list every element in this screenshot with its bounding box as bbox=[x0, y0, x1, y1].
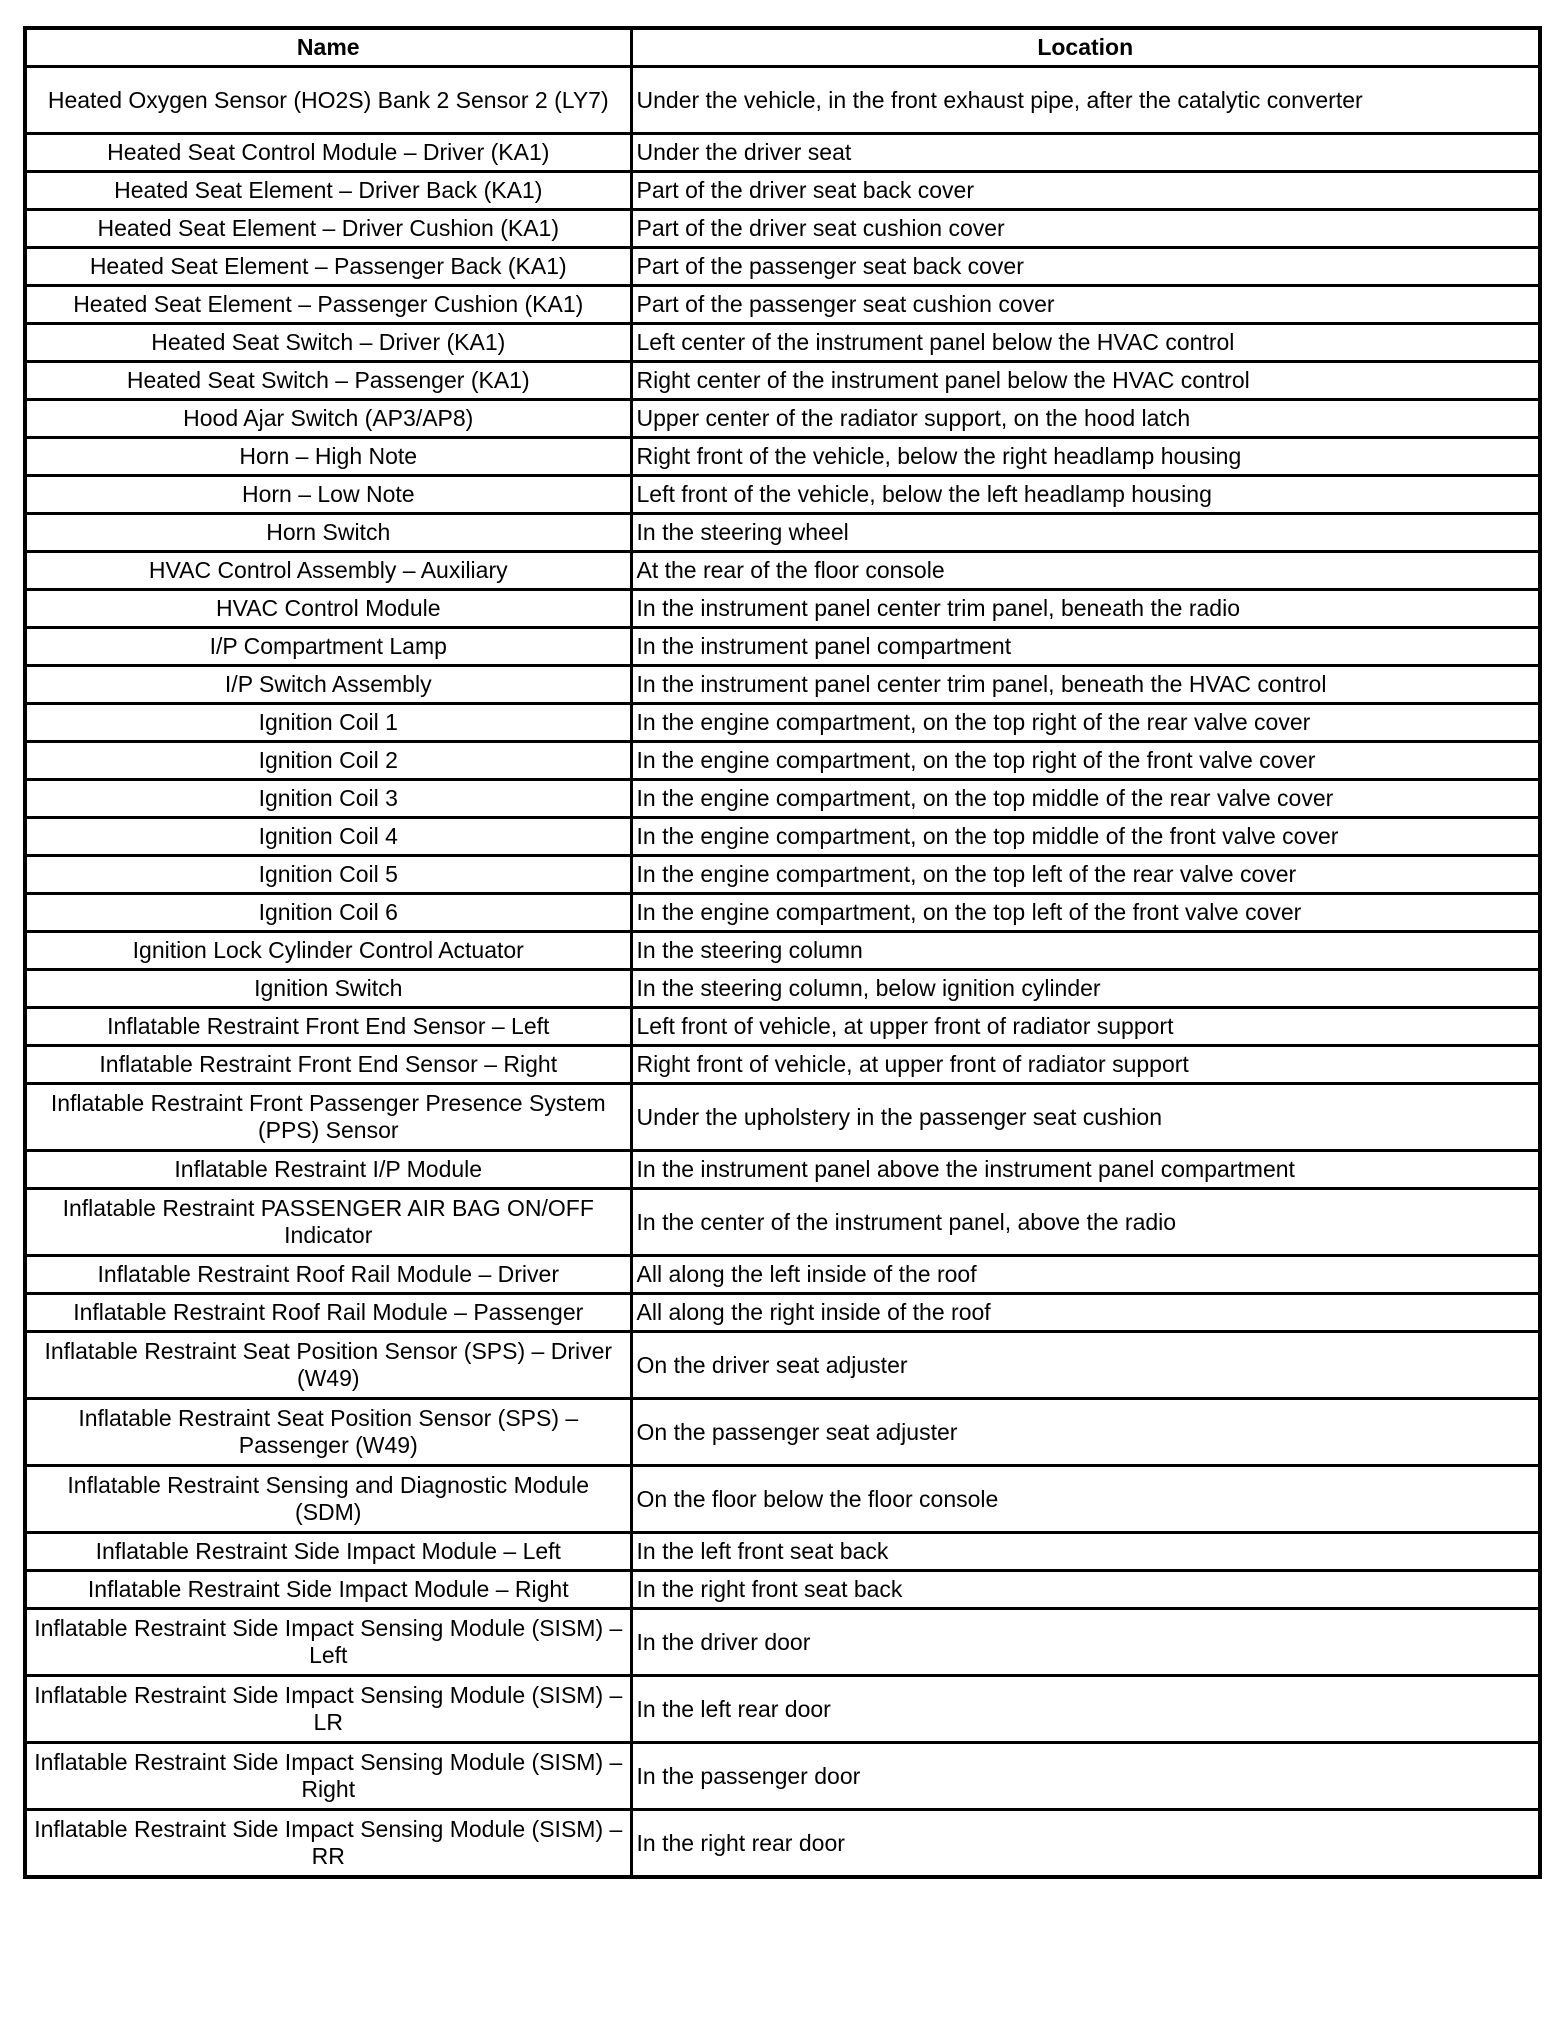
table-row bbox=[25, 780, 1540, 818]
table-row bbox=[25, 590, 1540, 628]
table-row bbox=[25, 742, 1540, 780]
table-row bbox=[25, 1571, 1540, 1609]
component-location-cell: Left front of the vehicle, below the left headlamp housing bbox=[631, 476, 1540, 514]
component-name-cell: I/P Compartment Lamp bbox=[25, 628, 631, 666]
table-row bbox=[25, 514, 1540, 552]
component-name-cell: Inflatable Restraint Front Passenger Presence System (PPS) Sensor bbox=[25, 1084, 631, 1151]
component-location-cell: Right front of vehicle, at upper front of radiator support bbox=[631, 1046, 1540, 1084]
table-row bbox=[25, 970, 1540, 1008]
component-name-cell: HVAC Control Assembly – Auxiliary bbox=[25, 552, 631, 590]
component-name-cell: Inflatable Restraint Side Impact Sensing Module (SISM) – RR bbox=[25, 1810, 631, 1878]
component-name-cell: Heated Seat Switch – Passenger (KA1) bbox=[25, 362, 631, 400]
component-name-cell: Inflatable Restraint Side Impact Sensing Module (SISM) – LR bbox=[25, 1676, 631, 1743]
component-location-cell: In the engine compartment, on the top left of the rear valve cover bbox=[631, 856, 1540, 894]
table-row bbox=[25, 1332, 1540, 1399]
table-row bbox=[25, 552, 1540, 590]
component-location-cell: In the passenger door bbox=[631, 1743, 1540, 1810]
table-row bbox=[25, 856, 1540, 894]
component-location-cell: In the instrument panel above the instrument panel compartment bbox=[631, 1151, 1540, 1189]
component-name-cell: HVAC Control Module bbox=[25, 590, 631, 628]
component-name-cell: Inflatable Restraint Sensing and Diagnostic Module (SDM) bbox=[25, 1466, 631, 1533]
table-row bbox=[25, 932, 1540, 970]
table-row bbox=[25, 476, 1540, 514]
component-location-cell: In the instrument panel center trim panel, beneath the HVAC control bbox=[631, 666, 1540, 704]
component-location-cell: Part of the driver seat cushion cover bbox=[631, 210, 1540, 248]
component-name-cell: Heated Seat Control Module – Driver (KA1) bbox=[25, 134, 631, 172]
component-name-cell: Inflatable Restraint Side Impact Module – Right bbox=[25, 1571, 631, 1609]
component-name-cell: Inflatable Restraint Roof Rail Module – Driver bbox=[25, 1256, 631, 1294]
table-row bbox=[25, 438, 1540, 476]
component-location-cell: In the engine compartment, on the top right of the front valve cover bbox=[631, 742, 1540, 780]
component-name-cell: Ignition Coil 2 bbox=[25, 742, 631, 780]
component-name-cell: Horn – Low Note bbox=[25, 476, 631, 514]
component-name-cell: Inflatable Restraint Roof Rail Module – Passenger bbox=[25, 1294, 631, 1332]
component-location-cell: In the left rear door bbox=[631, 1676, 1540, 1743]
component-location-cell: Under the vehicle, in the front exhaust pipe, after the catalytic converter bbox=[631, 67, 1540, 134]
component-location-cell: Right center of the instrument panel below the HVAC control bbox=[631, 362, 1540, 400]
component-name-cell: Inflatable Restraint Seat Position Sensor (SPS) – Passenger (W49) bbox=[25, 1399, 631, 1466]
component-location-cell: In the right front seat back bbox=[631, 1571, 1540, 1609]
table-row bbox=[25, 1810, 1540, 1878]
component-location-cell: In the right rear door bbox=[631, 1810, 1540, 1878]
table-row bbox=[25, 1084, 1540, 1151]
header-location: Location bbox=[631, 28, 1540, 67]
component-location-cell: In the steering column bbox=[631, 932, 1540, 970]
component-location-cell: All along the right inside of the roof bbox=[631, 1294, 1540, 1332]
table-row bbox=[25, 894, 1540, 932]
component-name-cell: Ignition Coil 3 bbox=[25, 780, 631, 818]
component-location-cell: On the driver seat adjuster bbox=[631, 1332, 1540, 1399]
table-row bbox=[25, 666, 1540, 704]
component-location-cell: In the engine compartment, on the top left of the front valve cover bbox=[631, 894, 1540, 932]
table-row bbox=[25, 1256, 1540, 1294]
component-location-cell: Part of the passenger seat back cover bbox=[631, 248, 1540, 286]
component-name-cell: Hood Ajar Switch (AP3/AP8) bbox=[25, 400, 631, 438]
table-row bbox=[25, 1399, 1540, 1466]
component-location-cell: On the passenger seat adjuster bbox=[631, 1399, 1540, 1466]
component-name-cell: Heated Oxygen Sensor (HO2S) Bank 2 Sensor 2 (LY7) bbox=[25, 67, 631, 134]
table-row bbox=[25, 286, 1540, 324]
table-row bbox=[25, 1466, 1540, 1533]
table-row bbox=[25, 67, 1540, 134]
component-location-cell: In the steering wheel bbox=[631, 514, 1540, 552]
component-location-cell: In the instrument panel center trim panel, beneath the radio bbox=[631, 590, 1540, 628]
component-name-cell: Inflatable Restraint PASSENGER AIR BAG ON/OFF Indicator bbox=[25, 1189, 631, 1256]
table-row bbox=[25, 1008, 1540, 1046]
component-name-cell: Inflatable Restraint Side Impact Sensing Module (SISM) – Left bbox=[25, 1609, 631, 1676]
component-name-cell: Inflatable Restraint Seat Position Sensor (SPS) – Driver (W49) bbox=[25, 1332, 631, 1399]
table-row bbox=[25, 324, 1540, 362]
component-name-cell: Horn – High Note bbox=[25, 438, 631, 476]
component-name-cell: Heated Seat Element – Passenger Back (KA1) bbox=[25, 248, 631, 286]
component-location-cell: Part of the driver seat back cover bbox=[631, 172, 1540, 210]
component-name-cell: Inflatable Restraint I/P Module bbox=[25, 1151, 631, 1189]
component-location-cell: At the rear of the floor console bbox=[631, 552, 1540, 590]
header-name: Name bbox=[25, 28, 631, 67]
component-location-cell: Under the driver seat bbox=[631, 134, 1540, 172]
component-location-cell: Left center of the instrument panel below the HVAC control bbox=[631, 324, 1540, 362]
component-name-cell: Ignition Lock Cylinder Control Actuator bbox=[25, 932, 631, 970]
component-location-cell: In the steering column, below ignition cylinder bbox=[631, 970, 1540, 1008]
component-location-cell: In the engine compartment, on the top middle of the rear valve cover bbox=[631, 780, 1540, 818]
component-location-cell: Left front of vehicle, at upper front of radiator support bbox=[631, 1008, 1540, 1046]
component-name-cell: Inflatable Restraint Side Impact Sensing Module (SISM) – Right bbox=[25, 1743, 631, 1810]
component-name-cell: Ignition Coil 5 bbox=[25, 856, 631, 894]
component-name-cell: Inflatable Restraint Side Impact Module – Left bbox=[25, 1533, 631, 1571]
component-name-cell: Ignition Coil 4 bbox=[25, 818, 631, 856]
component-name-cell: Inflatable Restraint Front End Sensor – Left bbox=[25, 1008, 631, 1046]
component-name-cell: Heated Seat Switch – Driver (KA1) bbox=[25, 324, 631, 362]
component-name-cell: Ignition Coil 6 bbox=[25, 894, 631, 932]
table-row bbox=[25, 818, 1540, 856]
component-location-cell: In the center of the instrument panel, above the radio bbox=[631, 1189, 1540, 1256]
table-row bbox=[25, 628, 1540, 666]
table-row bbox=[25, 1046, 1540, 1084]
component-location-cell: Under the upholstery in the passenger seat cushion bbox=[631, 1084, 1540, 1151]
component-name-cell: Inflatable Restraint Front End Sensor – Right bbox=[25, 1046, 631, 1084]
table-row bbox=[25, 1676, 1540, 1743]
table-row bbox=[25, 704, 1540, 742]
component-name-cell: Heated Seat Element – Passenger Cushion (KA1) bbox=[25, 286, 631, 324]
component-location-cell: In the left front seat back bbox=[631, 1533, 1540, 1571]
table-row bbox=[25, 400, 1540, 438]
table-row bbox=[25, 210, 1540, 248]
component-location-cell: Upper center of the radiator support, on the hood latch bbox=[631, 400, 1540, 438]
component-name-cell: Ignition Coil 1 bbox=[25, 704, 631, 742]
component-name-cell: Heated Seat Element – Driver Back (KA1) bbox=[25, 172, 631, 210]
component-name-cell: Horn Switch bbox=[25, 514, 631, 552]
table-row bbox=[25, 1294, 1540, 1332]
table-row bbox=[25, 248, 1540, 286]
component-location-cell: Part of the passenger seat cushion cover bbox=[631, 286, 1540, 324]
header-row bbox=[25, 28, 1540, 67]
table-row bbox=[25, 1151, 1540, 1189]
component-location-cell: In the engine compartment, on the top right of the rear valve cover bbox=[631, 704, 1540, 742]
component-location-cell: Right front of the vehicle, below the right headlamp housing bbox=[631, 438, 1540, 476]
component-name-cell: Heated Seat Element – Driver Cushion (KA1) bbox=[25, 210, 631, 248]
table-row bbox=[25, 1609, 1540, 1676]
component-name-cell: I/P Switch Assembly bbox=[25, 666, 631, 704]
component-location-cell: On the floor below the floor console bbox=[631, 1466, 1540, 1533]
component-location-cell: In the instrument panel compartment bbox=[631, 628, 1540, 666]
table-body bbox=[25, 67, 1540, 1878]
table-row bbox=[25, 1533, 1540, 1571]
component-location-cell: In the engine compartment, on the top middle of the front valve cover bbox=[631, 818, 1540, 856]
table-row bbox=[25, 1743, 1540, 1810]
table-row bbox=[25, 362, 1540, 400]
table-row bbox=[25, 134, 1540, 172]
component-location-table bbox=[23, 26, 1542, 1879]
component-location-cell: In the driver door bbox=[631, 1609, 1540, 1676]
component-location-cell: All along the left inside of the roof bbox=[631, 1256, 1540, 1294]
component-name-cell: Ignition Switch bbox=[25, 970, 631, 1008]
table-row bbox=[25, 1189, 1540, 1256]
table-row bbox=[25, 172, 1540, 210]
